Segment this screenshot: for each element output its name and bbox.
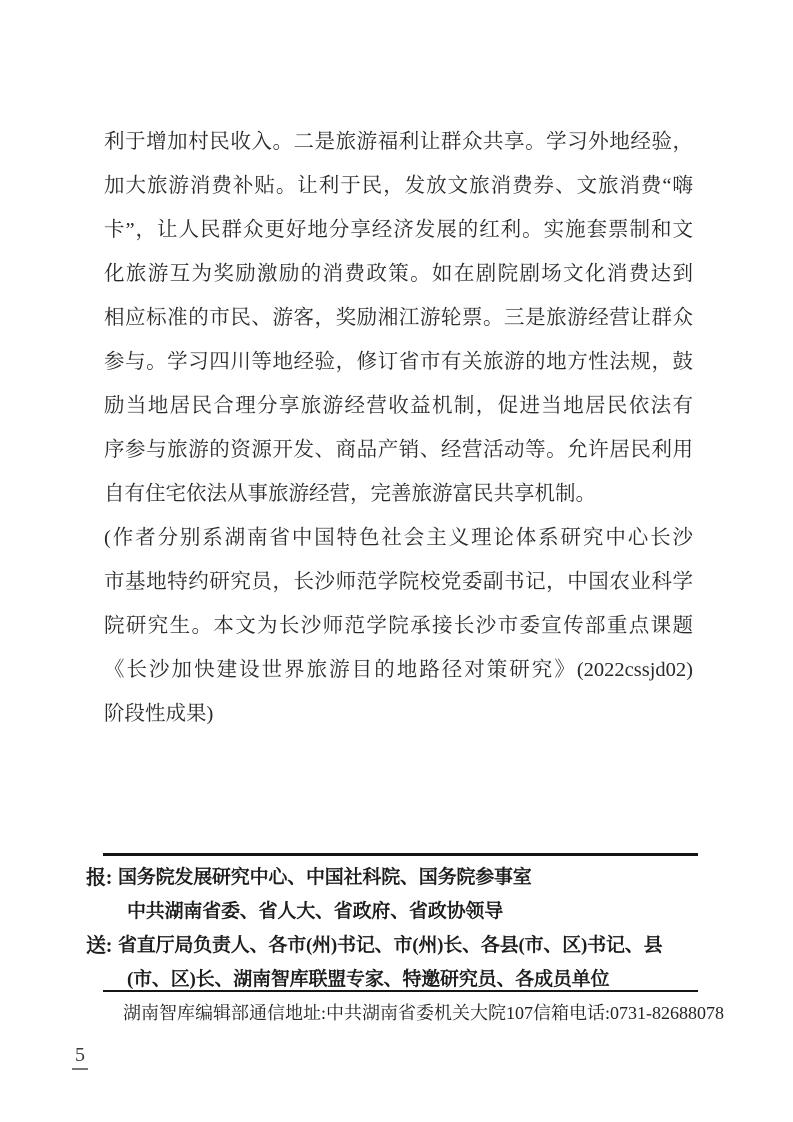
editorial-footer (103, 1001, 724, 1025)
text-line: (作者分别系湖南省中国特色社会主义理论体系研究中心长沙 (104, 527, 693, 549)
text-line: 相应标准的市民、游客，奖励湘江游轮票。三是旅游经营让群众 (104, 307, 693, 329)
text-line: (市、区)长、湖南智库联盟专家、特邀研究员、各成员单位 (127, 969, 610, 990)
text-line: 阶段性成果) (104, 703, 214, 725)
text-line: 利于增加村民收入。二是旅游福利让群众共享。学习外地经验， (104, 131, 693, 153)
separator-rule-bottom (103, 990, 698, 992)
text-line: 省直厅局负责人、各市(州)书记、市(州)长、各县(市、区)书记、县 (118, 935, 663, 956)
separator-rule-top (103, 853, 698, 856)
text-line: 加大旅游消费补贴。让利于民，发放文旅消费券、文旅消费“嗨 (104, 175, 693, 197)
author-note-paragraph (104, 516, 693, 736)
text-line: 国务院发展研究中心、中国社科院、国务院参事室 (118, 867, 532, 888)
distribution-entry-bao (86, 861, 700, 929)
text-line: 化旅游互为奖励激励的消费政策。如在剧院剧场文化消费达到 (104, 263, 693, 285)
distribution-label-song: 送: (86, 935, 113, 957)
distribution-list (86, 861, 700, 997)
page-number: 5 (72, 1044, 88, 1070)
text-line: 序参与旅游的资源开发、商品产销、经营活动等。允许居民利用 (104, 439, 693, 461)
footer-phone: 电话:0731-82688078 (569, 1003, 724, 1023)
text-line: 市基地特约研究员，长沙师范学院校党委副书记，中国农业科学 (104, 571, 693, 593)
text-line: 《长沙加快建设世界旅游目的地路径对策研究》(2022cssjd02) (104, 659, 693, 681)
text-line: 自有住宅依法从事旅游经营，完善旅游富民共享机制。 (104, 483, 596, 505)
text-line: 卡”，让人民群众更好地分享经济发展的红利。实施套票制和文 (104, 219, 693, 241)
footer-address: 湖南智库编辑部通信地址:中共湖南省委机关大院107信箱 (123, 1003, 569, 1023)
text-line: 院研究生。本文为长沙师范学院承接长沙市委宣传部重点课题 (104, 615, 693, 637)
distribution-label-bao: 报: (86, 867, 113, 889)
distribution-recipients-song (118, 929, 700, 997)
text-line: 励当地居民合理分享旅游经营收益机制，促进当地居民依法有 (104, 395, 693, 417)
distribution-entry-song (86, 929, 700, 997)
distribution-recipients-bao (118, 861, 700, 929)
body-paragraph (104, 120, 693, 516)
text-line: 中共湖南省委、省人大、省政府、省政协领导 (127, 901, 504, 922)
text-line: 参与。学习四川等地经验，修订省市有关旅游的地方性法规，鼓 (104, 351, 693, 373)
